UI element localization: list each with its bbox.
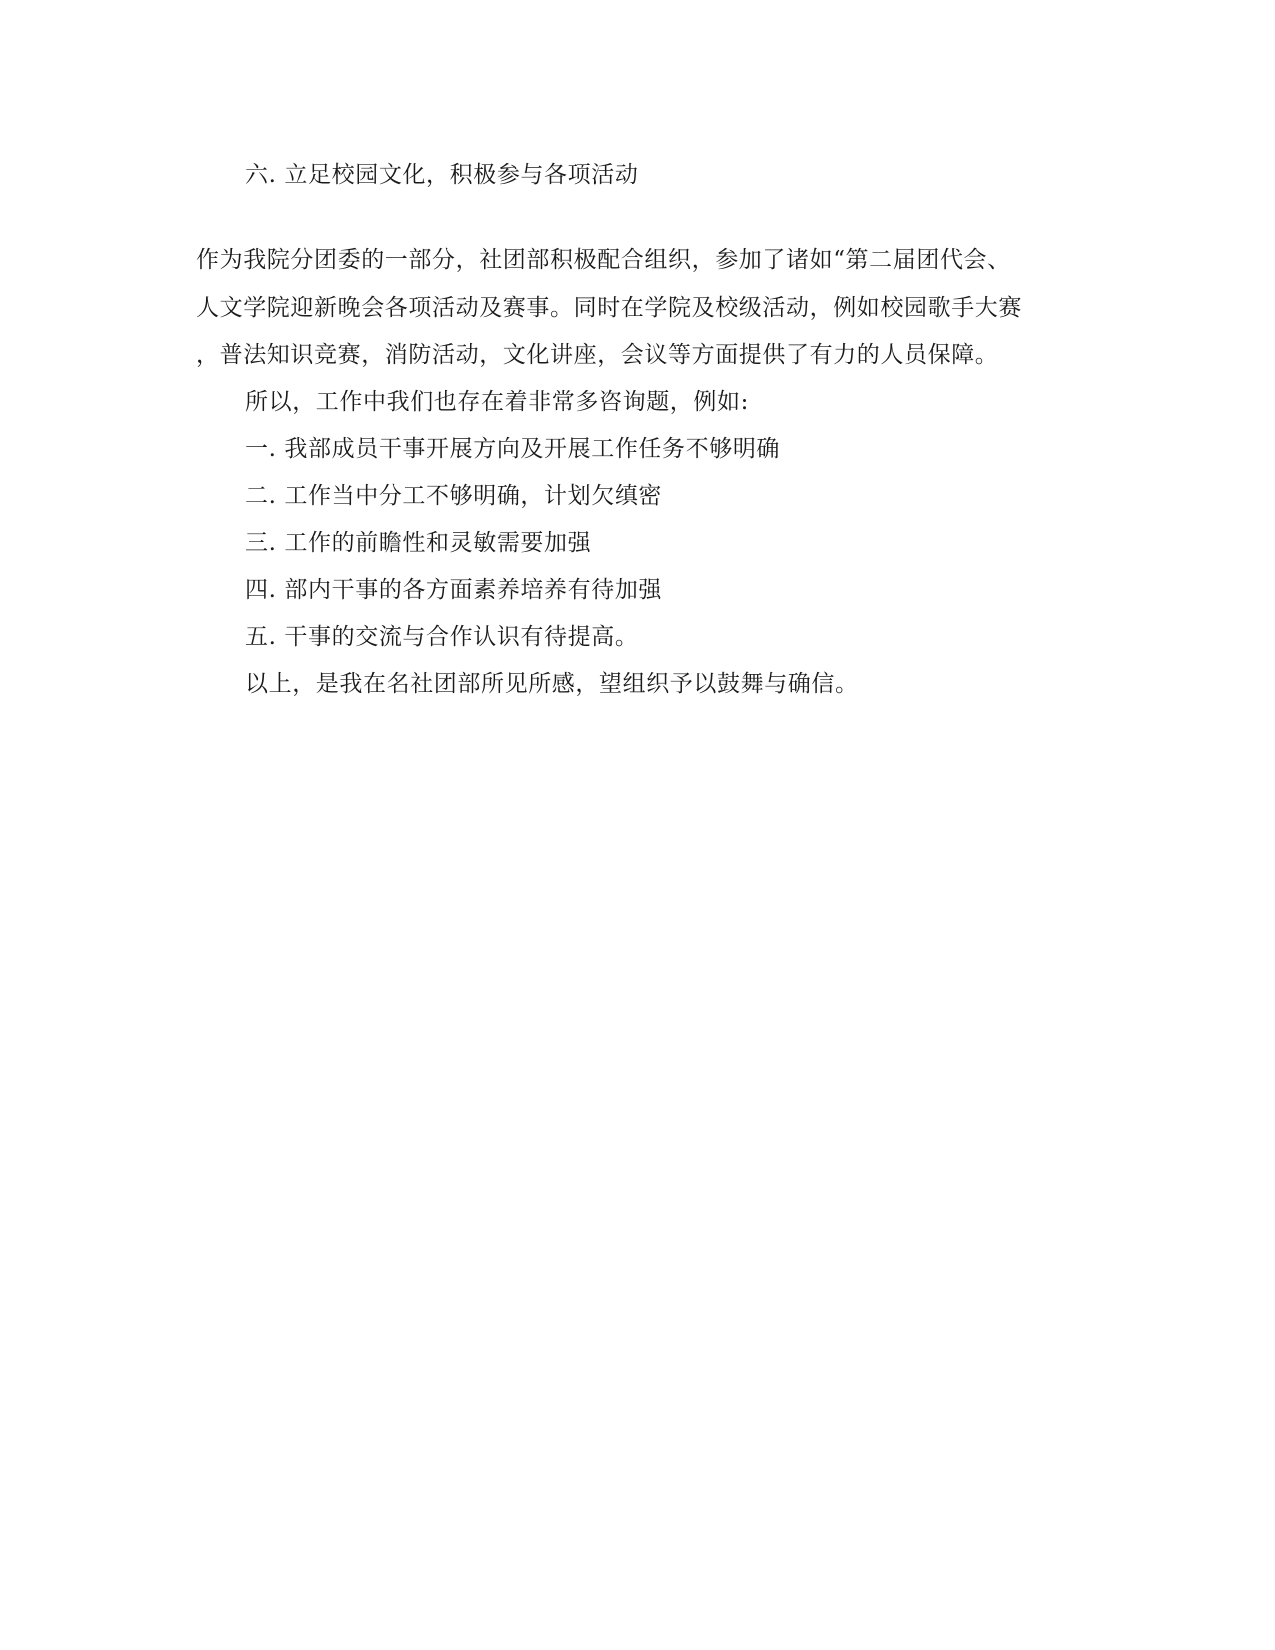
- problems-intro: 所以，工作中我们也存在着非常多咨询题，例如:: [245, 389, 749, 415]
- paragraph-line: 人文学院迎新晚会各项活动及赛事。同时在学院及校级活动，例如校园歌手大赛: [196, 295, 1022, 321]
- section-heading: 六. 立足校园文化，积极参与各项活动: [245, 162, 639, 188]
- problem-item: 五. 干事的交流与合作认识有待提高。: [245, 624, 639, 650]
- paragraph-line: ，普法知识竞赛，消防活动，文化讲座，会议等方面提供了有力的人员保障。: [196, 342, 999, 368]
- problem-item: 三. 工作的前瞻性和灵敏需要加强: [245, 530, 592, 556]
- problem-item: 二. 工作当中分工不够明确，计划欠缜密: [245, 483, 663, 509]
- paragraph-line: 作为我院分团委的一部分，社团部积极配合组织，参加了诸如“第二届团代会、: [196, 247, 1011, 273]
- problem-item: 一. 我部成员干事开展方向及开展工作任务不够明确: [245, 436, 781, 462]
- closing-line: 以上，是我在名社团部所见所感，望组织予以鼓舞与确信。: [245, 671, 859, 697]
- problem-item: 四. 部内干事的各方面素养培养有待加强: [245, 577, 663, 603]
